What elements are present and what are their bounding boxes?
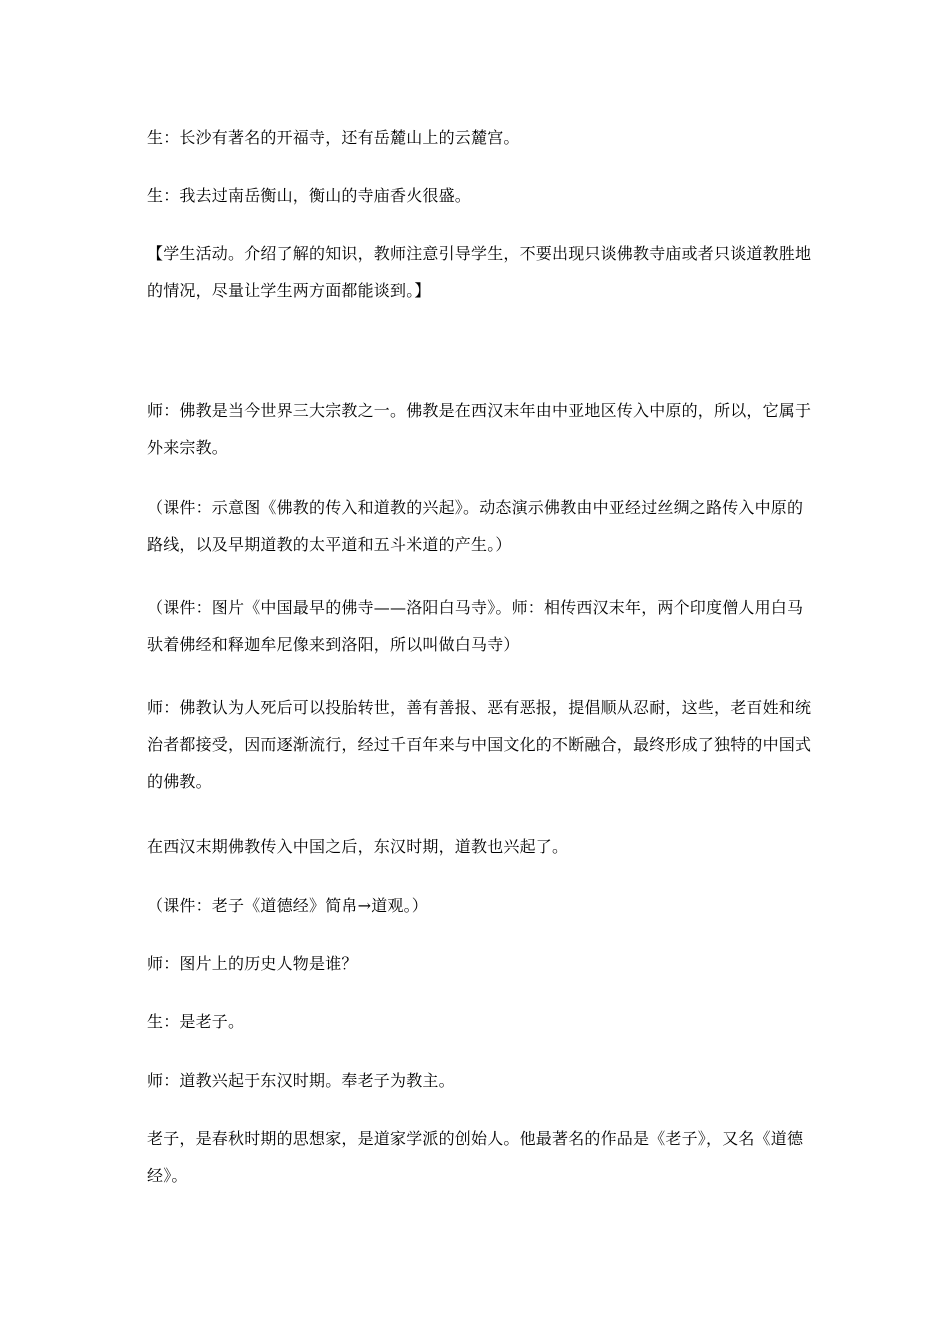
paragraph-courseware-laozi: （课件：老子《道德经》简帛→道观。） xyxy=(147,896,429,915)
paragraph-teacher-buddhism-intro: 师：佛教是当今世界三大宗教之一。佛教是在西汉末年由中亚地区传入中原的，所以，它属于外来宗教。 xyxy=(147,401,812,457)
paragraph-teacher-daoism: 师：道教兴起于东汉时期。奉老子为教主。 xyxy=(147,1071,455,1090)
paragraph-student-activity-note: 【学生活动。介绍了解的知识，教师注意引导学生，不要出现只谈佛教寺庙或者只谈道教胜地的情况，尽量让学生两方面都能谈到。】 xyxy=(147,244,812,300)
paragraph-laozi-bio: 老子，是春秋时期的思想家，是道家学派的创始人。他最著名的作品是《老子》，又名《道德经》。 xyxy=(147,1129,804,1185)
paragraph-daoism-rise: 在西汉末期佛教传入中国之后，东汉时期，道教也兴起了。 xyxy=(147,837,569,856)
paragraph-teacher-buddhism-belief: 师：佛教认为人死后可以投胎转世，善有善报、恶有恶报，提倡顺从忍耐，这些，老百姓和统治者都接受，因而逐渐流行，经过千百年来与中国文化的不断融合，最终形成了独特的中国式的佛教。 xyxy=(147,698,812,791)
paragraph-student-changsha: 生：长沙有著名的开福寺，还有岳麓山上的云麓宫。 xyxy=(147,128,520,147)
paragraph-student-hengshan: 生：我去过南岳衡山，衡山的寺庙香火很盛。 xyxy=(147,186,472,205)
paragraph-student-answer: 生：是老子。 xyxy=(147,1012,245,1031)
paragraph-courseware-map: （课件：示意图《佛教的传入和道教的兴起》。动态演示佛教由中亚经过丝绸之路传入中原的路线，以及早期道教的太平道和五斗米道的产生。） xyxy=(147,498,804,554)
paragraph-teacher-question: 师：图片上的历史人物是谁？ xyxy=(147,954,358,973)
paragraph-courseware-baima-temple: （课件：图片《中国最早的佛寺——洛阳白马寺》。师：相传西汉末年，两个印度僧人用白马驮着佛经和释迦牟尼像来到洛阳，所以叫做白马寺） xyxy=(147,598,804,654)
